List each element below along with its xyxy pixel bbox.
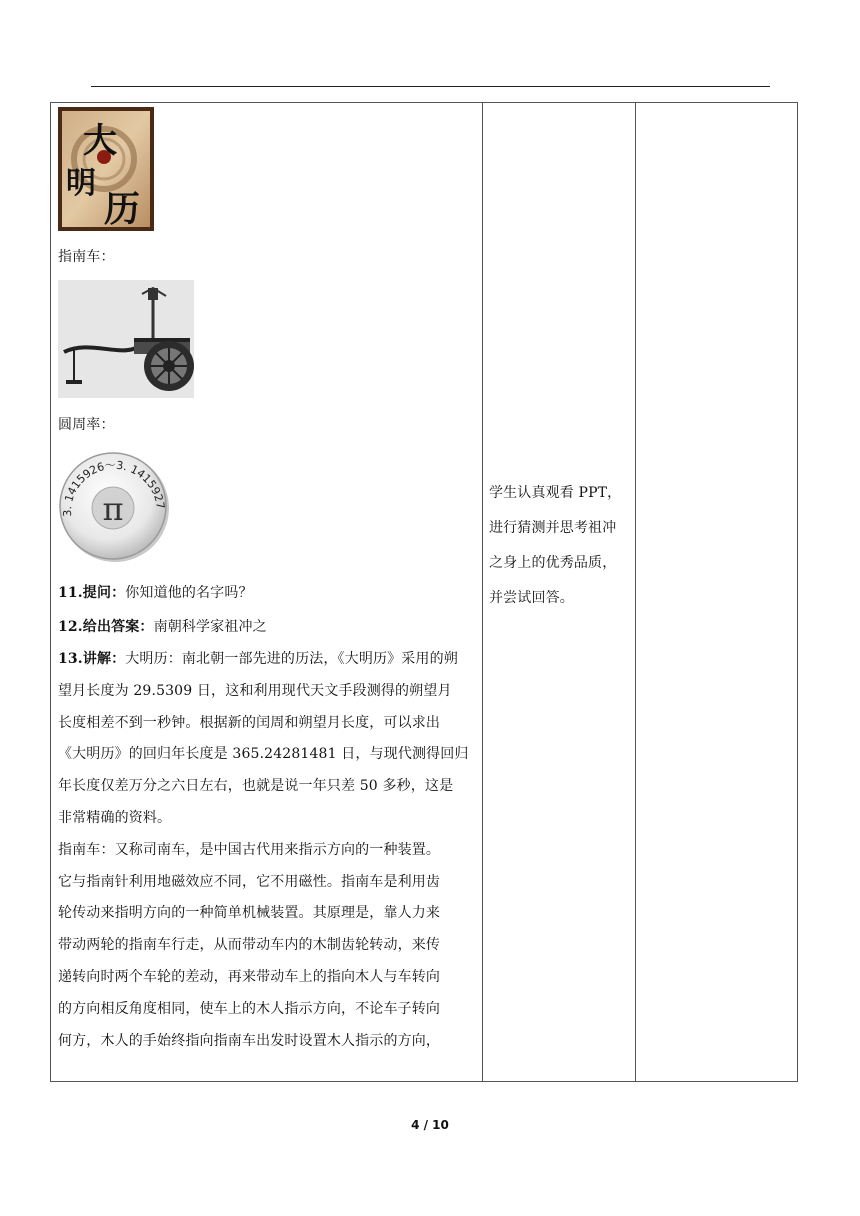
text-line: 轮传动来指明方向的一种简单机械装置。其原理是，靠人力来	[58, 905, 441, 922]
svg-text:明: 明	[66, 166, 96, 201]
page-number: 4 / 10	[411, 1118, 449, 1132]
compass-label: 指南车：	[58, 249, 115, 265]
item-11	[58, 578, 253, 610]
pi-value-range: 3. 1415926～3. 1415927	[60, 458, 167, 517]
text-line: 非常精确的资料。	[58, 809, 172, 826]
item-11-text: 你知道他的名字吗？	[125, 585, 253, 601]
south-pointing-chariot-image	[58, 280, 194, 398]
daming-calendar-image	[58, 107, 154, 231]
student-activity-line: 之身上的优秀品质，	[489, 555, 617, 571]
pi-label: 圆周率：	[58, 417, 115, 433]
text-line: 带动两轮的指南车行走，从而带动车内的木制齿轮转动，来传	[58, 937, 441, 954]
text-line: 《大明历》的回归年长度是 365.24281481 日，与现代测得回归	[58, 746, 469, 763]
item-11-prefix: 11.提问：	[58, 585, 126, 601]
item-12-prefix: 12.给出答案：	[58, 619, 154, 635]
student-activity-line: 学生认真观看 PPT，	[489, 485, 622, 501]
text-line: 何方，木人的手始终指向指南车出发时设置木人指示的方向，	[58, 1032, 441, 1049]
text-line: 的方向相反角度相同，使车上的木人指示方向，不论车子转向	[58, 1000, 441, 1017]
text-line: 递转向时两个车轮的差动，再来带动车上的指向木人与车转向	[58, 968, 441, 985]
text-line: 指南车：又称司南车，是中国古代用来指示方向的一种装置。	[58, 841, 441, 858]
svg-text:历: 历	[104, 188, 141, 230]
student-activity-cell	[489, 476, 635, 616]
text-line: 年长度仅差万分之六日左右，也就是说一年只差 50 多秒，这是	[58, 778, 454, 795]
pi-medallion-image	[58, 451, 170, 563]
item-13-paragraph	[58, 644, 478, 1057]
student-activity-line: 进行猜测并思考祖冲	[489, 520, 617, 536]
text-line: 它与指南针利用地磁效应不同，它不用磁性。指南车是利用齿	[58, 873, 441, 890]
text-line: 长度相差不到一秒钟。根据新的闰周和朔望月长度，可以求出	[58, 714, 441, 731]
item-12	[58, 612, 267, 644]
column-divider-1	[482, 102, 483, 1082]
pi-symbol: π	[102, 490, 124, 528]
item-12-text: 南朝科学家祖冲之	[153, 619, 267, 635]
student-activity-line: 并尝试回答。	[489, 590, 574, 606]
text-line: 13.讲解：大明历：南北朝一部先进的历法，《大明历》采用的朔	[58, 651, 458, 667]
column-divider-2	[635, 102, 636, 1082]
svg-text:大: 大	[83, 121, 117, 161]
header-rule	[91, 86, 770, 87]
text-line: 望月长度为 29.5309 日，这和利用现代天文手段测得的朔望月	[58, 682, 452, 699]
